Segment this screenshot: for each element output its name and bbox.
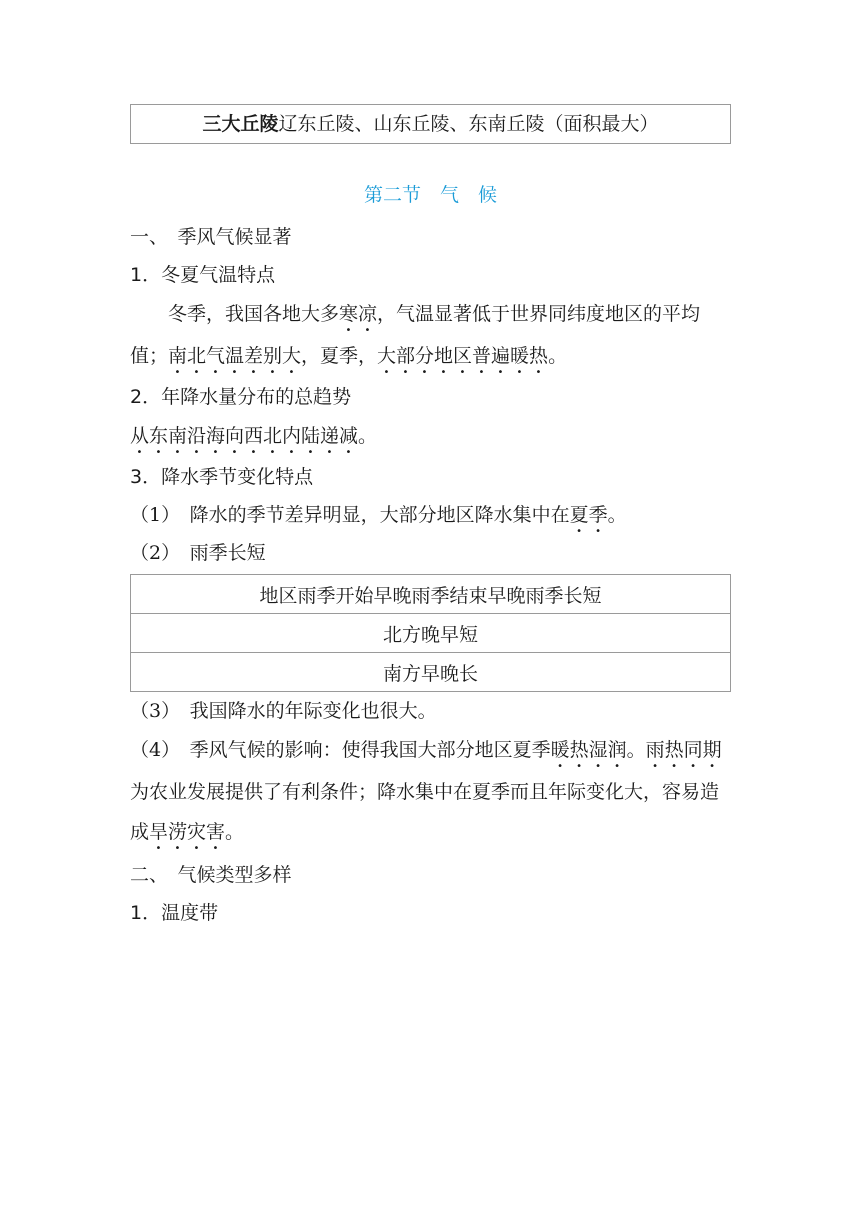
item4-emphasis-3: 旱涝灾害 — [149, 821, 226, 843]
item4-emphasis-1: 暖热湿润 — [550, 739, 627, 761]
document-content — [130, 104, 731, 932]
sub1-emphasis-1: 寒凉 — [339, 303, 378, 325]
table-header-cell: 地区雨季开始早晚雨季结束早晚雨季长短 — [131, 575, 731, 614]
section-title: 第二节 气 候 — [363, 184, 497, 206]
item4-text-d: 。 — [225, 821, 245, 843]
sub2-heading: 2．年降水量分布的总趋势 — [130, 386, 352, 408]
sub3-item-2: （2） 雨季长短 — [130, 542, 266, 564]
item4-emphasis-2: 雨热同期 — [645, 739, 722, 761]
hills-label: 三大丘陵 — [202, 113, 279, 135]
table-cell-north: 北方晚早短 — [131, 614, 731, 653]
sub2-paragraph — [130, 416, 731, 458]
item1-text-b: 。 — [607, 504, 627, 526]
sub1-heading: 1．冬夏气温特点 — [130, 264, 276, 286]
sub3-item-3: （3） 我国降水的年际变化也很大。 — [130, 700, 437, 722]
item1-emphasis: 夏季 — [569, 504, 608, 526]
sub1-text-a: 冬季，我国各地大多 — [168, 303, 340, 325]
sub1-emphasis-2: 南北气温差别大 — [168, 345, 302, 367]
sub2-emphasis: 从东南沿海向西北内陆递减 — [130, 425, 359, 447]
sub3-item-4 — [130, 730, 731, 854]
sub1-text-c: ，夏季， — [301, 345, 378, 367]
hills-text: 辽东丘陵、山东丘陵、东南丘陵（面积最大） — [278, 113, 659, 135]
part2-sub1-heading: 1．温度带 — [130, 902, 219, 924]
table-header-row — [131, 575, 731, 614]
table-row — [131, 653, 731, 692]
rainy-season-table — [130, 574, 731, 692]
item4-text-b: 。 — [626, 739, 646, 761]
part2-heading: 二、 气候类型多样 — [130, 864, 292, 886]
sub1-paragraph — [130, 294, 731, 378]
sub3-heading: 3．降水季节变化特点 — [130, 466, 314, 488]
item4-text-c: 为农业发展提供了有利条件；降水集中在夏季而且年际变化大，容易造成 — [130, 781, 720, 843]
sub1-text-b: ，气温显著低于世界同纬度地区的平均值； — [130, 303, 701, 367]
sub3-item-1 — [130, 496, 731, 534]
item1-text-a: （1） 降水的季节差异明显，大部分地区降水集中在 — [130, 504, 570, 526]
hills-table — [130, 104, 731, 144]
sub2-text-end: 。 — [358, 425, 378, 447]
part1-heading: 一、 季风气候显著 — [130, 226, 292, 248]
sub1-text-d: 。 — [548, 345, 568, 367]
item4-text-a: （4） 季风气候的影响：使得我国大部分地区夏季 — [130, 739, 551, 761]
table-cell-south: 南方早晚长 — [131, 653, 731, 692]
sub1-emphasis-3: 大部分地区普遍暖热 — [377, 345, 549, 367]
table-row — [131, 614, 731, 653]
